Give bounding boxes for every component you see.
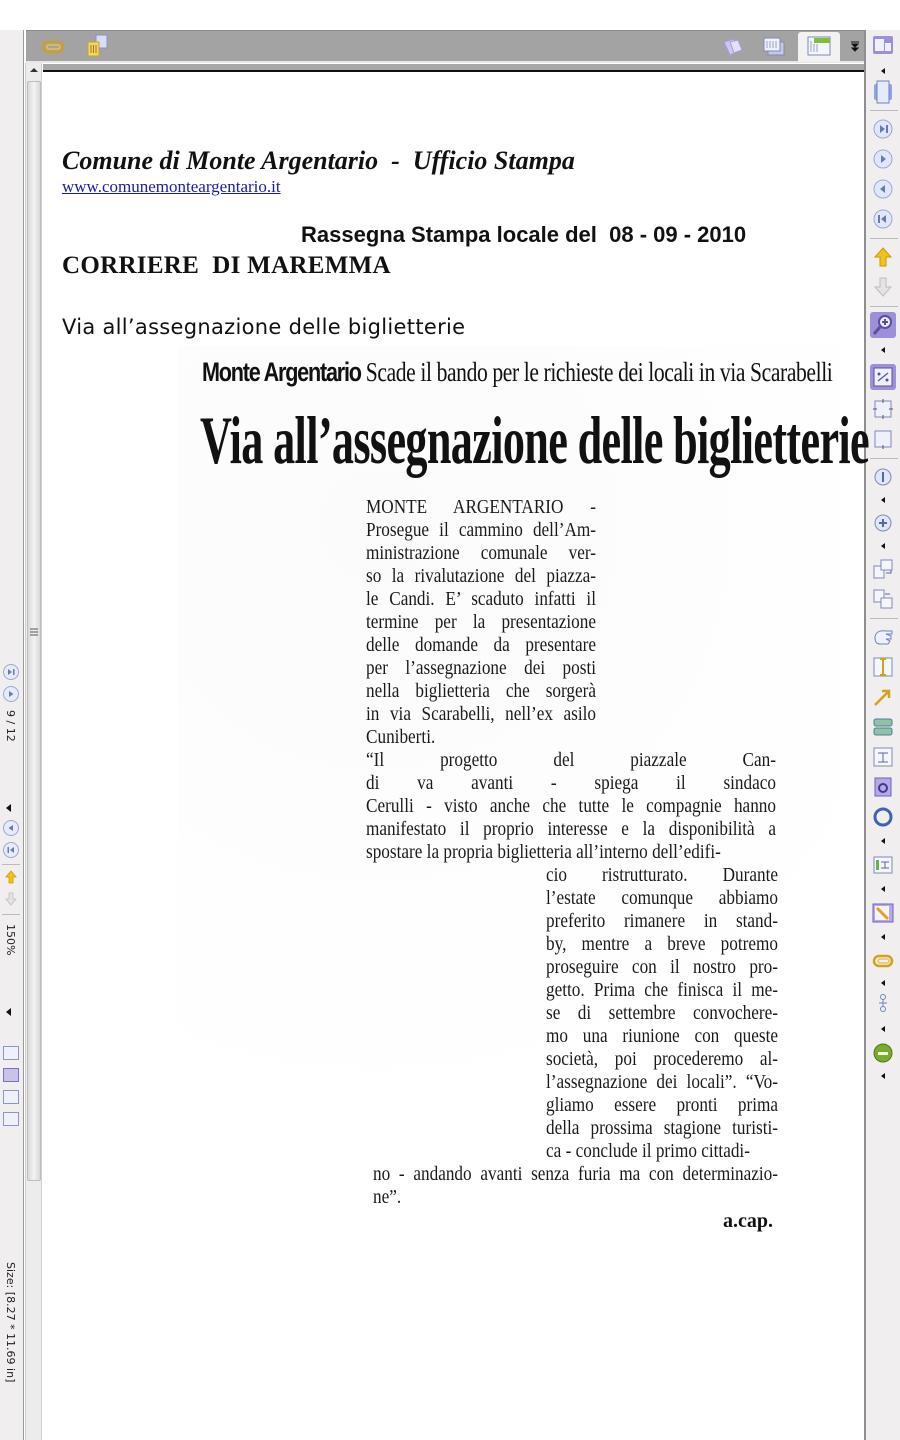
scroll-up-icon[interactable] <box>30 68 38 72</box>
article-line: ministrazione comunale ver- <box>366 542 596 564</box>
press-review-label: Rassegna Stampa locale del 08 - 09 - 2010 <box>301 222 747 247</box>
article-column-b <box>366 749 776 864</box>
article-line: termine per la presentazione <box>366 611 597 633</box>
grip-icon <box>30 628 38 638</box>
article-line: MONTE ARGENTARIO - <box>366 496 596 518</box>
fit-page-icon[interactable] <box>872 398 894 420</box>
ellipse-icon[interactable] <box>872 806 894 828</box>
document-title: Comune di Monte Argentario - Ufficio Stampa <box>62 146 575 175</box>
kicker-text: Scade il bando per le richieste dei locali in via Scarabelli <box>360 357 833 387</box>
continuous-icon[interactable] <box>3 1112 19 1126</box>
back-arrow-icon[interactable] <box>4 870 18 888</box>
toolbar-separator <box>43 64 864 72</box>
article-line: delle domande da presentare <box>366 634 596 656</box>
article-line: le Candi. E’ scaduto infatti il <box>366 588 596 610</box>
article-line: cio ristrutturato. Durante <box>546 864 778 886</box>
grid-pages-icon[interactable] <box>3 1090 19 1104</box>
article-line: l’estate comunque abbiamo <box>546 887 779 909</box>
link-icon[interactable] <box>872 992 894 1014</box>
typewriter-icon[interactable] <box>872 854 894 876</box>
website-link[interactable]: www.comunemonteargentario.it <box>62 177 281 196</box>
single-page-icon[interactable] <box>3 1046 19 1060</box>
next-page-icon[interactable] <box>872 148 894 170</box>
article-line: spostare la propria biglietteria all’interno dell’edifi- <box>366 841 721 863</box>
article-line: so la rivalutazione del piazza- <box>366 565 596 587</box>
article-line: Cuniberti. <box>366 726 436 748</box>
article-line: nella biglietteria che sorgerà <box>366 680 597 702</box>
info-menu-arrow-icon[interactable] <box>881 497 885 503</box>
shape-menu-arrow-icon[interactable] <box>881 838 885 844</box>
two-up-view-icon[interactable] <box>872 34 894 56</box>
annotations-icon <box>798 32 840 62</box>
add-icon[interactable] <box>872 512 894 534</box>
article-line: in via Scarabelli, nell’ex asilo <box>366 703 596 725</box>
forward-arrow-icon[interactable] <box>4 892 18 910</box>
previous-page-icon[interactable] <box>3 820 19 836</box>
article-column-d <box>373 1163 778 1209</box>
article-line: Prosegue il cammino dell’Am- <box>366 519 597 541</box>
zoom-menu-arrow-icon[interactable] <box>881 347 885 353</box>
article-line: della prossima stagione turisti- <box>546 1117 778 1139</box>
rotate-ccw-icon[interactable] <box>872 588 894 610</box>
article-line: getto. Prima che finisca il me- <box>546 979 778 1001</box>
left-status-bar <box>0 30 24 1440</box>
last-page-icon[interactable] <box>3 664 19 680</box>
page-indicator[interactable]: 9 / 12 <box>4 710 17 742</box>
annotations-tab[interactable] <box>798 32 840 62</box>
divider <box>870 306 898 307</box>
info-icon[interactable] <box>872 466 894 488</box>
go-back-icon[interactable] <box>872 246 894 268</box>
article-line: “Il progetto del piazzale Can- <box>366 749 776 771</box>
next-page-icon[interactable] <box>3 686 19 702</box>
divider <box>870 458 898 459</box>
divider <box>2 914 20 915</box>
article-line: no - andando avanti senza furia ma con determinazio- <box>373 1163 778 1185</box>
go-forward-icon[interactable] <box>872 276 894 298</box>
article-line: proseguire con il nostro pro- <box>546 956 778 978</box>
measure-icon[interactable] <box>872 746 894 768</box>
print-icon[interactable] <box>872 80 894 102</box>
paperclip-icon[interactable] <box>872 950 894 972</box>
attachments-icon[interactable] <box>84 33 110 55</box>
arrow-tool-icon[interactable] <box>872 686 894 708</box>
remove-icon[interactable] <box>872 1042 894 1064</box>
previous-page-icon[interactable] <box>872 178 894 200</box>
hand-tool-icon[interactable] <box>872 626 894 648</box>
find-icon[interactable] <box>872 716 894 738</box>
article-line: l’assegnazione dei locali”. “Vo- <box>546 1071 778 1093</box>
article-subject: Via all’assegnazione delle biglietterie <box>62 315 466 339</box>
chevron-double-down-icon[interactable] <box>850 41 860 54</box>
article-line: preferito rimanere in stand- <box>546 910 778 932</box>
zoom-in-icon[interactable] <box>870 312 896 338</box>
article-line: di va avanti - spiega il sindaco <box>366 772 777 794</box>
top-toolbar <box>26 30 864 63</box>
divider <box>2 864 20 865</box>
article-byline: a.cap. <box>723 1210 773 1232</box>
more-menu-arrow-icon[interactable] <box>881 1073 885 1079</box>
actual-size-icon[interactable] <box>870 364 896 390</box>
add-menu-arrow-icon[interactable] <box>881 543 885 549</box>
article-line: by, mentre a breve potremo <box>546 933 778 955</box>
article-line: gliamo essere pronti prima <box>546 1094 779 1116</box>
page-menu-arrow-icon[interactable] <box>6 804 11 812</box>
zoom-menu-arrow-icon[interactable] <box>6 1008 11 1016</box>
pencil-icon[interactable] <box>872 902 894 924</box>
article-line: per l’assegnazione dei posti <box>366 657 597 679</box>
text-select-icon[interactable] <box>872 656 894 678</box>
zoom-level[interactable]: 150% <box>4 924 17 956</box>
vertical-scrollbar[interactable] <box>25 63 42 1440</box>
divider <box>870 110 898 111</box>
text-menu-arrow-icon[interactable] <box>881 886 885 892</box>
article-line: se di settembre convochere- <box>546 1002 778 1024</box>
article-headline: Via all’assegnazione delle biglietterie <box>200 402 870 478</box>
article-kicker <box>202 356 832 388</box>
right-toolbar <box>864 30 900 1440</box>
article-line: società, poi procederemo al- <box>546 1048 779 1070</box>
page-size: Size: [8.27 * 11.69 in] <box>4 1262 17 1383</box>
article-line: mo una riunione con queste <box>546 1025 778 1047</box>
first-page-icon[interactable] <box>3 842 19 858</box>
bookmarks-icon[interactable] <box>720 36 746 58</box>
paperclip-icon[interactable] <box>40 36 66 58</box>
document-page <box>43 74 870 1440</box>
newspaper-name: CORRIERE DI MAREMMA <box>62 252 391 279</box>
last-page-icon[interactable] <box>872 118 894 140</box>
scanned-article <box>178 346 870 1246</box>
view-menu-arrow-icon[interactable] <box>881 68 885 74</box>
kicker-place: Monte Argentario <box>202 357 361 387</box>
thumbnails-icon[interactable] <box>762 36 788 58</box>
divider <box>870 618 898 619</box>
article-column-c <box>546 864 778 1163</box>
two-page-icon[interactable] <box>3 1068 19 1082</box>
article-line: ca - conclude il primo cittadi- <box>546 1140 750 1162</box>
article-line: Cerulli - visto anche che tutte le compagnie hanno <box>366 795 777 817</box>
fit-width-icon[interactable] <box>872 428 894 450</box>
article-line: manifestato il proprio interesse e la disponibilità a <box>366 818 777 840</box>
attach-menu-arrow-icon[interactable] <box>881 980 885 986</box>
rotate-cw-icon[interactable] <box>872 558 894 580</box>
first-page-icon[interactable] <box>872 208 894 230</box>
article-line: ne”. <box>373 1186 402 1208</box>
snapshot-icon[interactable] <box>872 776 894 798</box>
draw-menu-arrow-icon[interactable] <box>881 934 885 940</box>
divider <box>870 238 898 239</box>
article-column-a <box>366 496 596 749</box>
link-menu-arrow-icon[interactable] <box>881 1026 885 1032</box>
